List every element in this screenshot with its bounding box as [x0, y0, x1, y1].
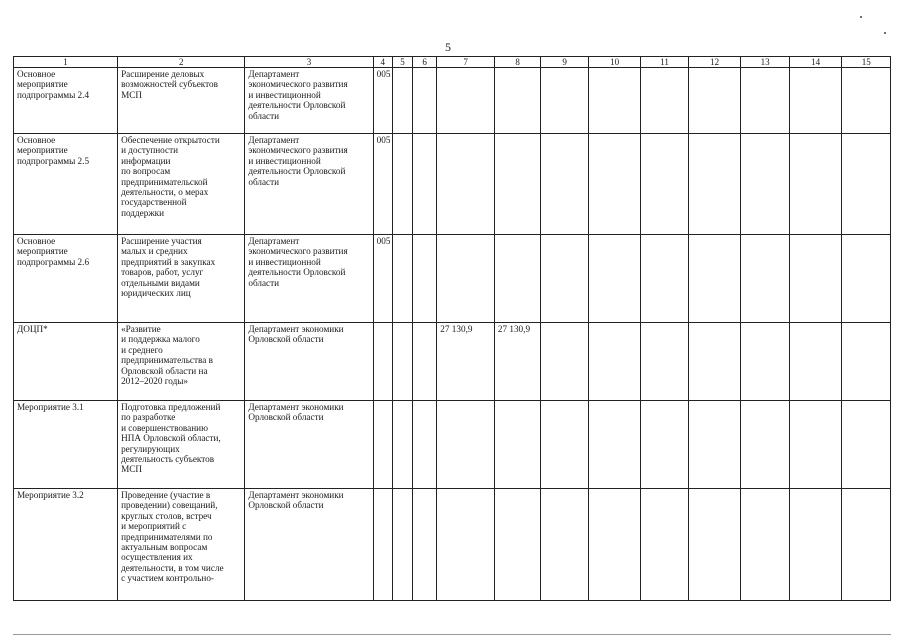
column-number: 15	[842, 57, 891, 68]
empty-cell	[641, 323, 688, 401]
empty-cell	[541, 68, 588, 134]
page-number: 5	[445, 40, 451, 54]
column-number: 2	[118, 57, 245, 68]
table-row	[14, 323, 891, 401]
empty-cell	[392, 323, 412, 401]
value-cell	[494, 68, 540, 134]
empty-cell	[588, 401, 641, 489]
column-number: 3	[245, 57, 373, 68]
empty-cell	[789, 134, 842, 235]
empty-cell	[741, 489, 789, 601]
activity-name: ДОЦП*	[14, 323, 118, 401]
empty-cell	[413, 68, 437, 134]
code-cell	[373, 401, 392, 489]
column-number: 4	[373, 57, 392, 68]
activity-name: Мероприятие 3.2	[14, 489, 118, 601]
activity-name: Основное мероприятие подпрограммы 2.5	[14, 134, 118, 235]
scan-speck	[860, 16, 862, 18]
activity-description: Расширение участия малых и средних предприятий в закупках товаров, работ, услуг отдельными видами юридических лиц	[118, 235, 245, 323]
empty-cell	[641, 134, 688, 235]
table-row	[14, 401, 891, 489]
activity-name: Основное мероприятие подпрограммы 2.6	[14, 235, 118, 323]
page-bottom-rule	[13, 634, 891, 635]
activity-description: Расширение деловых возможностей субъектов МСП	[118, 68, 245, 134]
value-cell	[494, 134, 540, 235]
responsible-body: Департамент экономического развития и инвестиционной деятельности Орловской области	[245, 134, 373, 235]
value-cell	[437, 401, 495, 489]
value-cell	[437, 134, 495, 235]
empty-cell	[842, 134, 891, 235]
empty-cell	[842, 489, 891, 601]
empty-cell	[541, 235, 588, 323]
column-number: 14	[789, 57, 842, 68]
value-cell	[494, 401, 540, 489]
activity-description: Проведение (участие в проведении) совещаний, круглых столов, встреч и мероприятий с предпринимателями по актуальным вопросам осуществления их деятельности, в том числе с участием контрольно-	[118, 489, 245, 601]
empty-cell	[392, 134, 412, 235]
empty-cell	[789, 401, 842, 489]
column-number: 9	[541, 57, 588, 68]
table-row	[14, 134, 891, 235]
empty-cell	[688, 401, 741, 489]
value-cell	[437, 235, 495, 323]
empty-cell	[413, 323, 437, 401]
empty-cell	[588, 134, 641, 235]
code-cell: 005	[373, 235, 392, 323]
empty-cell	[688, 68, 741, 134]
column-number: 7	[437, 57, 495, 68]
column-number: 12	[688, 57, 741, 68]
empty-cell	[541, 489, 588, 601]
empty-cell	[789, 489, 842, 601]
empty-cell	[413, 235, 437, 323]
empty-cell	[541, 401, 588, 489]
empty-cell	[789, 323, 842, 401]
empty-cell	[588, 68, 641, 134]
empty-cell	[842, 68, 891, 134]
column-number-row	[14, 57, 891, 68]
empty-cell	[842, 401, 891, 489]
column-number: 10	[588, 57, 641, 68]
activity-description: Подготовка предложений по разработке и совершенствованию НПА Орловской области, регулирующих деятельность субъектов МСП	[118, 401, 245, 489]
scan-speck	[884, 32, 886, 34]
empty-cell	[688, 489, 741, 601]
program-table	[13, 56, 891, 601]
value-cell	[494, 489, 540, 601]
activity-name: Мероприятие 3.1	[14, 401, 118, 489]
empty-cell	[688, 235, 741, 323]
empty-cell	[741, 68, 789, 134]
empty-cell	[588, 489, 641, 601]
empty-cell	[392, 235, 412, 323]
value-cell	[437, 489, 495, 601]
value-cell	[437, 68, 495, 134]
empty-cell	[741, 401, 789, 489]
empty-cell	[413, 489, 437, 601]
empty-cell	[541, 323, 588, 401]
empty-cell	[588, 235, 641, 323]
responsible-body: Департамент экономики Орловской области	[245, 489, 373, 601]
column-number: 8	[494, 57, 540, 68]
column-number: 11	[641, 57, 688, 68]
responsible-body: Департамент экономики Орловской области	[245, 401, 373, 489]
code-cell: 005	[373, 134, 392, 235]
value-cell: 27 130,9	[437, 323, 495, 401]
empty-cell	[842, 235, 891, 323]
code-cell	[373, 489, 392, 601]
empty-cell	[741, 134, 789, 235]
empty-cell	[741, 323, 789, 401]
empty-cell	[688, 323, 741, 401]
responsible-body: Департамент экономического развития и инвестиционной деятельности Орловской области	[245, 235, 373, 323]
empty-cell	[641, 68, 688, 134]
column-number: 1	[14, 57, 118, 68]
table-row	[14, 68, 891, 134]
empty-cell	[413, 134, 437, 235]
column-number: 6	[413, 57, 437, 68]
empty-cell	[392, 68, 412, 134]
empty-cell	[842, 323, 891, 401]
table-row	[14, 235, 891, 323]
activity-description: «Развитие и поддержка малого и среднего предпринимательства в Орловской области на 2012–2020 годы»	[118, 323, 245, 401]
responsible-body: Департамент экономики Орловской области	[245, 323, 373, 401]
code-cell: 005	[373, 68, 392, 134]
activity-name: Основное мероприятие подпрограммы 2.4	[14, 68, 118, 134]
empty-cell	[413, 401, 437, 489]
value-cell	[494, 235, 540, 323]
empty-cell	[688, 134, 741, 235]
column-number: 5	[392, 57, 412, 68]
empty-cell	[789, 68, 842, 134]
empty-cell	[741, 235, 789, 323]
empty-cell	[641, 235, 688, 323]
empty-cell	[588, 323, 641, 401]
empty-cell	[392, 489, 412, 601]
code-cell	[373, 323, 392, 401]
empty-cell	[789, 235, 842, 323]
activity-description: Обеспечение открытости и доступности информации по вопросам предпринимательской деятельности, о мерах государственной поддержки	[118, 134, 245, 235]
value-cell: 27 130,9	[494, 323, 540, 401]
empty-cell	[392, 401, 412, 489]
empty-cell	[541, 134, 588, 235]
responsible-body: Департамент экономического развития и инвестиционной деятельности Орловской области	[245, 68, 373, 134]
empty-cell	[641, 401, 688, 489]
empty-cell	[641, 489, 688, 601]
table-row	[14, 489, 891, 601]
column-number: 13	[741, 57, 789, 68]
